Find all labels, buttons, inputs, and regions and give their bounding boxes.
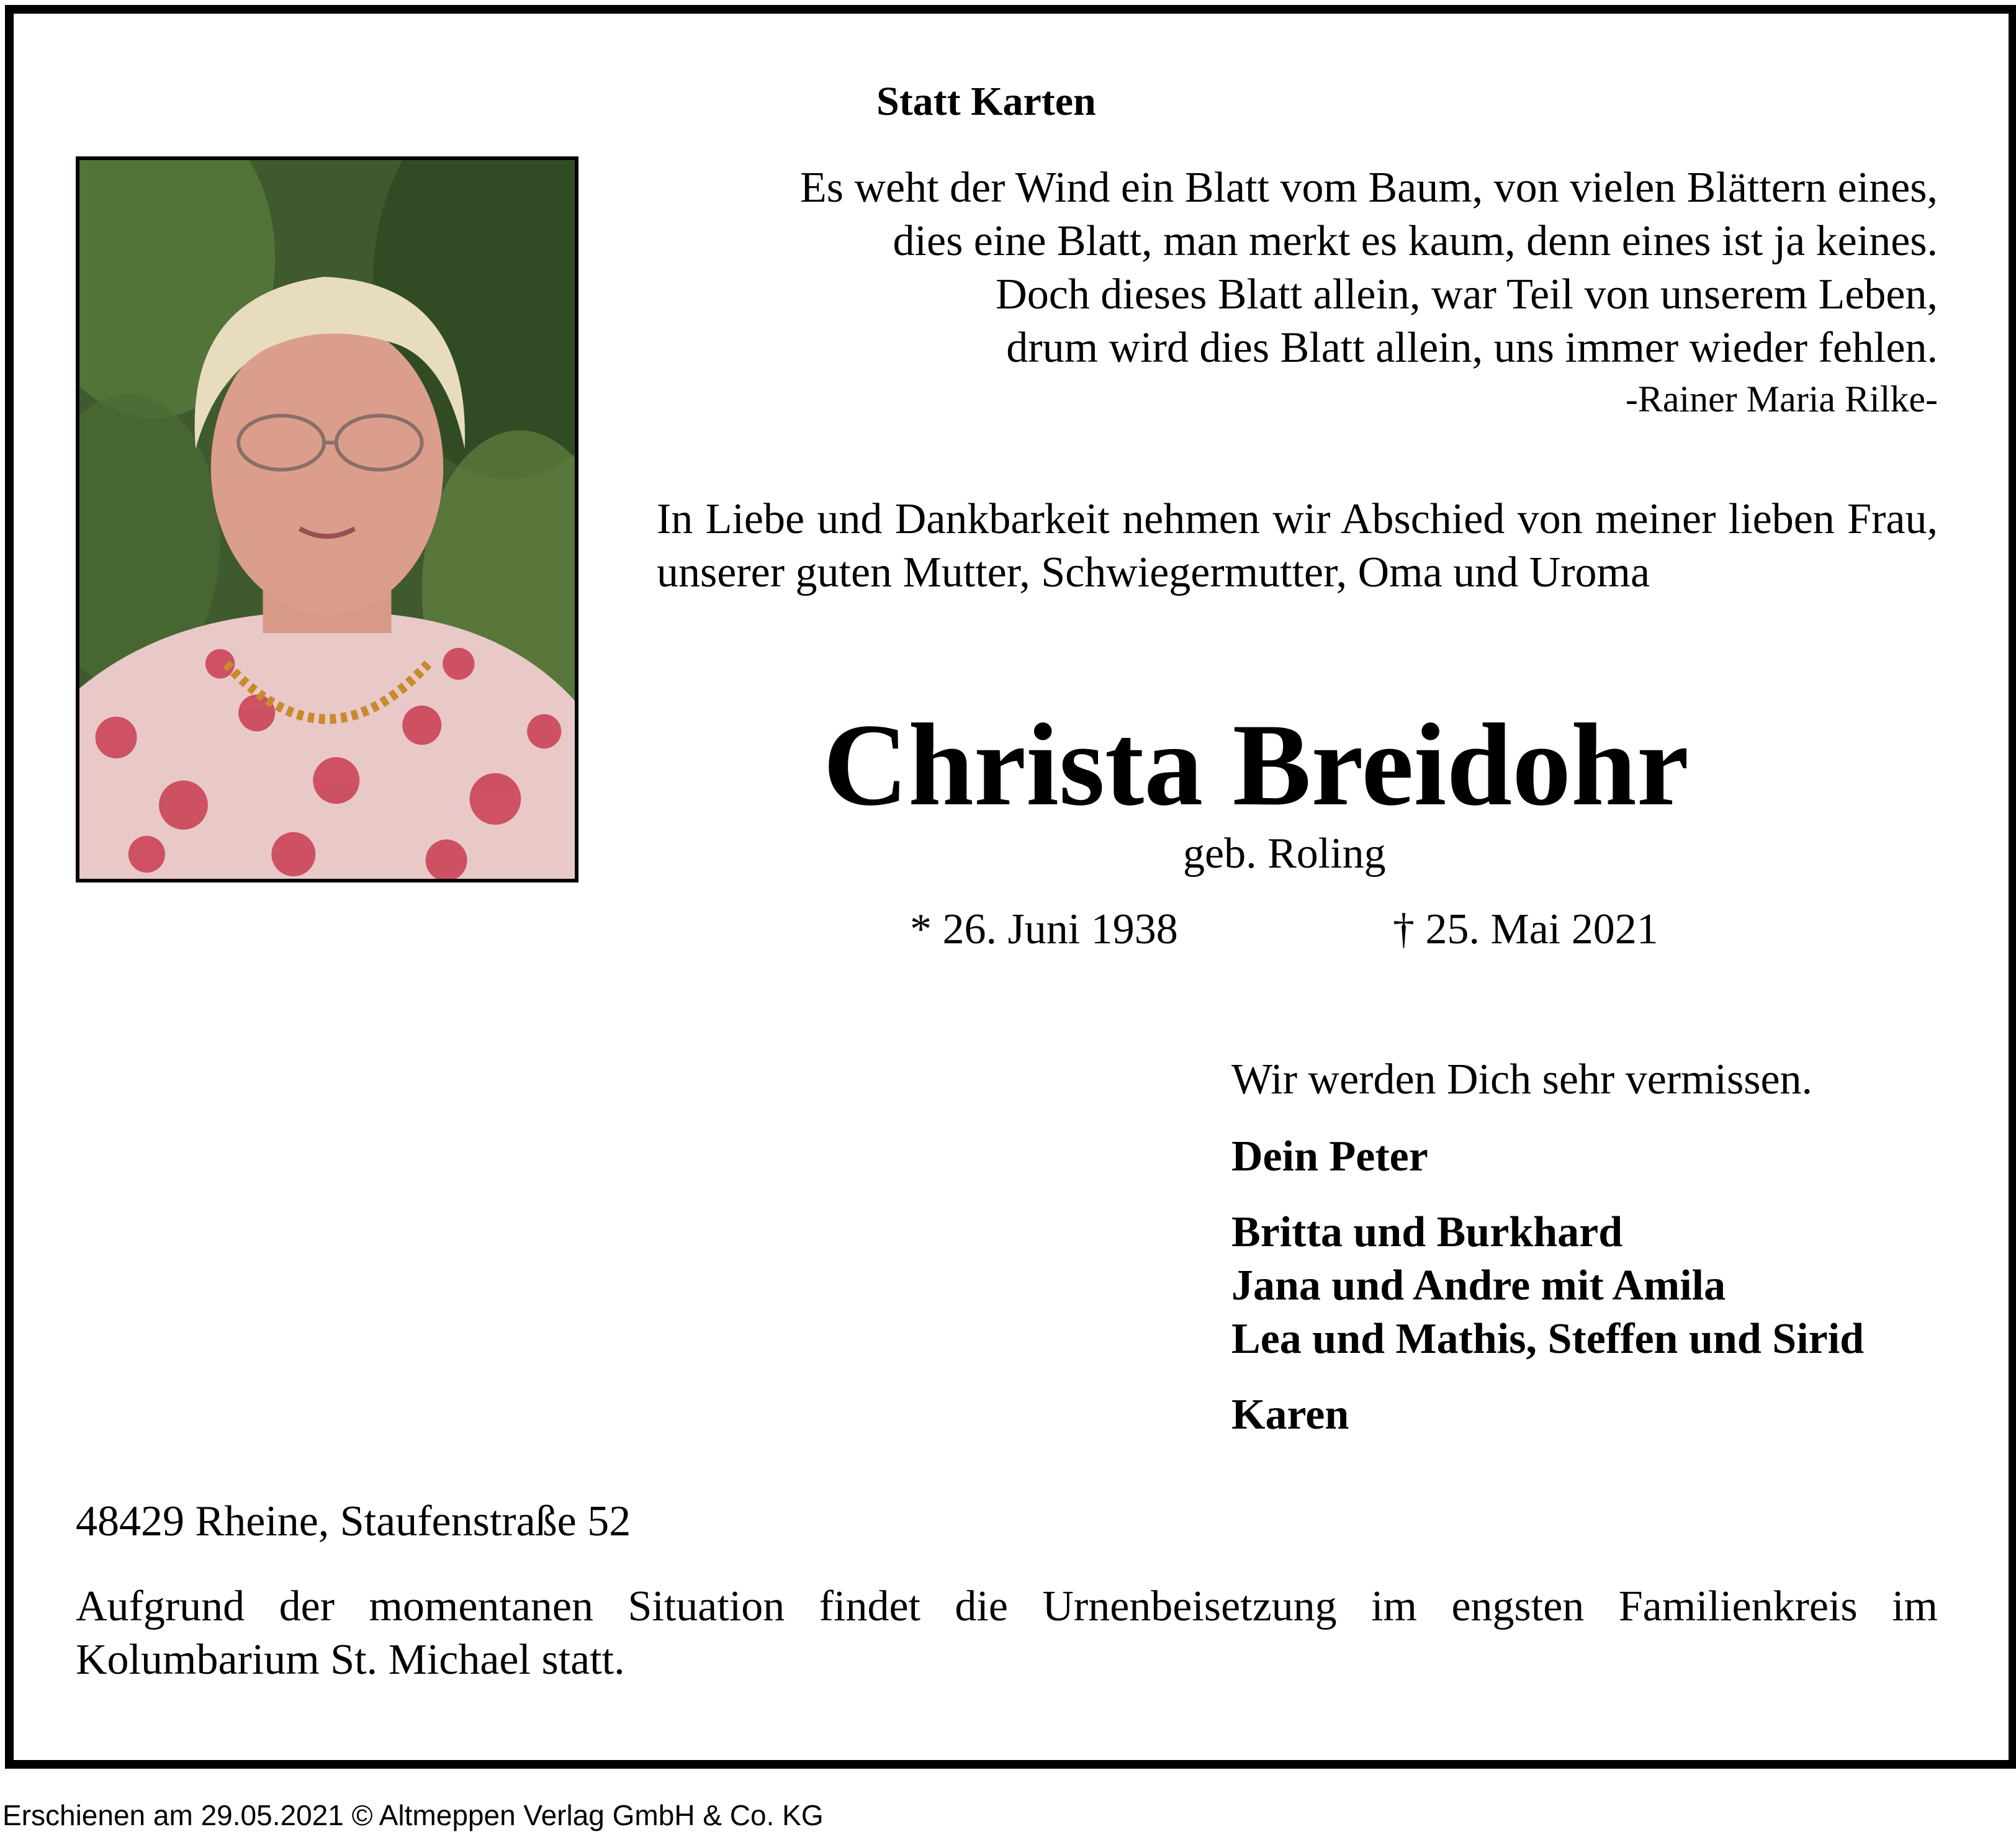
poem <box>603 161 1938 423</box>
birth-date: * 26. Juni 1938 <box>910 905 1178 953</box>
portrait-illustration <box>79 160 575 879</box>
poem-line: drum wird dies Blatt allein, uns immer wieder fehlen. <box>1006 324 1938 372</box>
poem-line: Doch dieses Blatt allein, war Teil von unserem Leben, <box>996 271 1938 318</box>
signature-peter: Dein Peter <box>1231 1133 1428 1180</box>
poem-author: -Rainer Maria Rilke- <box>1625 379 1938 420</box>
address: 48429 Rheine, Staufenstraße 52 <box>76 1497 631 1545</box>
burial-note: Aufgrund der momentanen Situation findet die Urnenbeisetzung im engsten Familienkreis im Kolumbarium St. Michael statt. <box>76 1583 1938 1684</box>
maiden-name: geb. Roling <box>1183 830 1386 878</box>
signature-family: Jana und Andre mit Amila <box>1231 1262 1726 1309</box>
publication-footer: Erschienen am 29.05.2021 © Altmeppen Verlag GmbH & Co. KG <box>2 1799 824 1831</box>
poem-line: dies eine Blatt, man merkt es kaum, denn eines ist ja keines. <box>893 217 1938 265</box>
signature-karen: Karen <box>1231 1391 1349 1439</box>
signature-family: Lea und Mathis, Steffen und Sirid <box>1231 1315 1865 1363</box>
intro-text: In Liebe und Dankbarkeit nehmen wir Abschied von meiner lieben Frau, unserer guten Mutter, Schwiegermutter, Oma und Uroma <box>657 495 1938 596</box>
portrait-photo <box>76 156 578 882</box>
statt-karten-heading: Statt Karten <box>876 79 1096 124</box>
signature-family: Britta und Burkhard <box>1231 1208 1623 1256</box>
death-date: † 25. Mai 2021 <box>1393 905 1658 953</box>
deceased-name: Christa Breidohr <box>823 700 1690 830</box>
poem-line: Es weht der Wind ein Blatt vom Baum, von vielen Blättern eines, <box>799 164 1938 212</box>
closing-text: Wir werden Dich sehr vermissen. <box>1231 1056 1813 1103</box>
